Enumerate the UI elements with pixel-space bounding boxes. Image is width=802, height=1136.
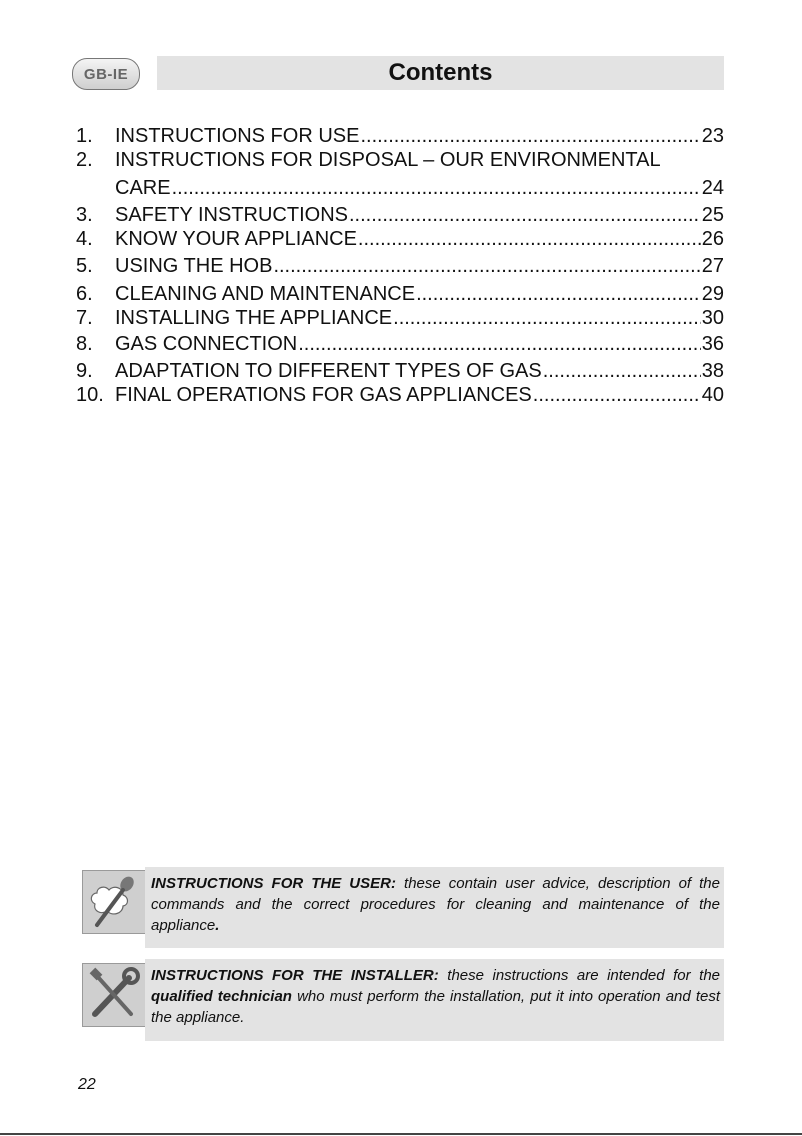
toc-leader xyxy=(349,203,701,227)
note-heading: INSTRUCTIONS FOR THE INSTALLER: xyxy=(151,967,439,984)
toc-number: 1. xyxy=(76,125,93,147)
toc-page-number: 29 xyxy=(701,283,724,305)
toc-entry[interactable] xyxy=(76,148,724,172)
page-number: 22 xyxy=(78,1076,96,1093)
toc-page-number: 30 xyxy=(701,307,724,329)
note-text: who must perform the installation, put it into operation and test the appliance. xyxy=(151,988,720,1026)
note-heading: INSTRUCTIONS FOR THE USER: xyxy=(151,875,396,892)
toc-entry[interactable] xyxy=(76,254,724,278)
toc-leader xyxy=(298,332,701,356)
toc-entry[interactable] xyxy=(76,282,724,306)
toc-title: FINAL OPERATIONS FOR GAS APPLIANCES xyxy=(115,384,532,406)
toc-entry[interactable] xyxy=(76,332,724,356)
toc-page-number: 24 xyxy=(701,177,724,199)
toc-entry[interactable] xyxy=(76,227,724,251)
toc-leader xyxy=(393,306,701,330)
toc-page-number: 40 xyxy=(701,384,724,406)
toc-page-number: 23 xyxy=(701,125,724,147)
toc-entry[interactable] xyxy=(76,359,724,383)
note-text: these instructions are intended for the xyxy=(438,967,721,984)
toc-leader xyxy=(273,254,700,278)
note-text: these contain user advice, description of the commands and the correct procedures for cleaning and maintenance of the appliance xyxy=(151,875,720,934)
toc-title-continuation: CARE xyxy=(115,177,171,199)
toc-entry-continuation[interactable] xyxy=(76,176,724,200)
bottom-divider xyxy=(0,1133,802,1135)
toc-entry[interactable] xyxy=(76,306,724,330)
toc-title: USING THE HOB xyxy=(115,255,273,277)
toc-title: INSTALLING THE APPLIANCE xyxy=(115,307,393,329)
toc-entry[interactable] xyxy=(76,124,724,148)
table-of-contents xyxy=(76,124,724,407)
toc-number: 3. xyxy=(76,204,93,226)
page-title: Contents xyxy=(157,56,724,90)
toc-leader xyxy=(172,176,701,200)
toc-leader xyxy=(416,282,701,306)
user-instructions-note xyxy=(145,867,724,948)
toc-number: 2. xyxy=(76,149,93,171)
installer-instructions-note xyxy=(145,959,724,1041)
toc-number: 5. xyxy=(76,255,93,277)
toc-leader xyxy=(358,227,701,251)
toc-title: INSTRUCTIONS FOR DISPOSAL – OUR ENVIRONMENTAL xyxy=(115,149,661,171)
toc-title: GAS CONNECTION xyxy=(115,333,298,355)
toc-leader xyxy=(533,383,701,407)
toc-title: SAFETY INSTRUCTIONS xyxy=(115,204,348,226)
toc-page-number: 38 xyxy=(701,360,724,382)
toc-entry[interactable] xyxy=(76,203,724,227)
chef-spoon-icon xyxy=(82,870,146,934)
tools-icon xyxy=(82,963,146,1027)
toc-page-number: 27 xyxy=(701,255,724,277)
toc-title: CLEANING AND MAINTENANCE xyxy=(115,283,416,305)
note-emphasis: qualified technician xyxy=(151,988,292,1005)
toc-number: 9. xyxy=(76,360,93,382)
toc-number: 10. xyxy=(76,384,104,406)
toc-leader xyxy=(360,124,700,148)
toc-number: 6. xyxy=(76,283,93,305)
toc-entry[interactable] xyxy=(76,383,724,407)
toc-number: 4. xyxy=(76,228,93,250)
toc-title: INSTRUCTIONS FOR USE xyxy=(115,125,360,147)
note-end: . xyxy=(215,917,220,934)
toc-title: ADAPTATION TO DIFFERENT TYPES OF GAS xyxy=(115,360,542,382)
toc-leader xyxy=(543,359,701,383)
toc-number: 8. xyxy=(76,333,93,355)
toc-page-number: 36 xyxy=(701,333,724,355)
toc-page-number: 26 xyxy=(701,228,724,250)
toc-number: 7. xyxy=(76,307,93,329)
region-badge: GB-IE xyxy=(72,58,140,90)
toc-page-number: 25 xyxy=(701,204,724,226)
toc-title: KNOW YOUR APPLIANCE xyxy=(115,228,357,250)
